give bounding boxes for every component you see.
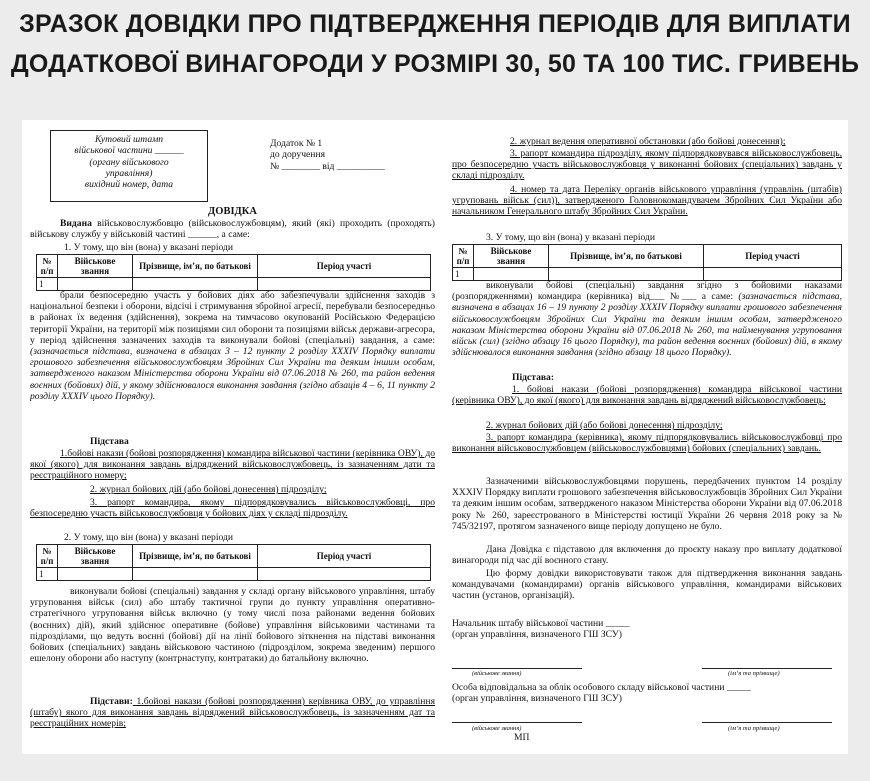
section-3-text xyxy=(452,280,842,358)
header-name: Прізвище, ім’я, по батькові xyxy=(133,545,258,568)
header-name: Прізвище, ім’я, по батькові xyxy=(549,245,704,268)
document-title: ДОВІДКА xyxy=(208,206,257,217)
form-usage-note: Цю форму довідки використовувати також для підтвердження виконання завдань командувачами (командирами) органів військового управління, командирами військових частин (установ, організацій). xyxy=(452,568,842,602)
signature-line-rank-1 xyxy=(452,668,582,669)
signature-line-name-2 xyxy=(702,722,832,723)
addendum-line: Додаток № 1 xyxy=(270,138,323,149)
signature-line-rank-2 xyxy=(452,722,582,723)
addendum-note xyxy=(270,138,385,172)
addendum-line: № ________ від __________ xyxy=(270,160,385,172)
grounds-heading: Підстава xyxy=(90,436,129,447)
right-column xyxy=(452,120,842,754)
empty-cell xyxy=(474,268,549,281)
row-num: 1 xyxy=(37,278,58,291)
row-num: 1 xyxy=(453,268,474,281)
empty-cell xyxy=(549,268,704,281)
stamp-line: вихідний номер, дата xyxy=(84,179,174,191)
name-caption-1: (ім’я та прізвище) xyxy=(728,670,780,677)
empty-cell xyxy=(133,278,258,291)
rank-caption-2: (військове звання) xyxy=(472,725,522,732)
stamp-line: (органу військового xyxy=(89,156,169,168)
stamp-line: військової частини ______ xyxy=(74,145,184,157)
banner-title-line-1: ЗРАЗОК ДОВІДКИ ПРО ПІДТВЕРДЖЕННЯ ПЕРІОДІВ ДЛЯ ВИПЛАТИ xyxy=(19,10,851,38)
header-num: № п/п xyxy=(453,245,474,268)
section-1-note: (зазначається підстава, визначена в абзацах 3 – 12 пункту 2 розділу XXXIV Порядку виплати грошового забезпечення військовослужбовцям Збройних Сил України та деяким іншим особам, затвердженого наказом Міністерства оборони України від 07.06.2018 № 260, та район ведення воєнних (бойових) дій, у якому здійснювалося виконання завдання (згідно абзаців 4 – 6, 11 пункту 2 розділу XXXIV цього Порядку). xyxy=(30,346,435,402)
grounds-heading-2: Підстава: xyxy=(512,372,555,383)
section-3-ground-2: 2. журнал бойових дій (або бойові донесення) підрозділу; xyxy=(486,420,723,431)
empty-cell xyxy=(58,278,133,291)
corner-stamp-box xyxy=(50,130,208,202)
violations-note: Зазначеними військовослужбовцями порушень, передбачених пунктом 14 розділу XXXIV Порядку виплати грошового забезпечення військовослужбовців Збройних Сил України та деяким іншим особам, затвердженого наказом Міністерства оборони України від 07.06.2018 року № 260, зареєстрованого в Міністерстві юстиції України 26 червня 2018 року за № 745/32197, протягом зазначеного вище періоду допущено не було. xyxy=(452,476,842,532)
section-2-ground-1: 1.бойові накази (бойові розпорядження) керівника ОВУ, до управління (штабу) якого для виконання завдань відряджений військовослужбовець, із зазначенням дат та реєстраційних номерів; xyxy=(30,696,435,730)
row-num: 1 xyxy=(37,568,58,581)
rank-caption-1: (військове звання) xyxy=(472,670,522,677)
chief-of-staff-label: Начальник штабу військової частини _____ xyxy=(452,618,630,629)
empty-cell xyxy=(58,568,133,581)
section-2-grounds xyxy=(30,696,435,730)
section-1-ground-2: 2. журнал бойових дій (або бойові донесення) підрозділу; xyxy=(90,484,327,495)
signature-block-1 xyxy=(452,618,842,640)
section-2-ground-2: 2. журнал ведення оперативної обстановки (або бойові донесення); xyxy=(510,136,786,147)
section-3-ground-1: 1. бойові накази (бойові розпорядження) командира військової частини (керівника ОВУ), до якої (якого) для виконання завдань відряджений військовослужбовець; xyxy=(452,384,842,407)
certificate-purpose-note: Дана Довідка є підставою для включення до проєкту наказу про виплату додаткової винагороди під час дії воєнного стану. xyxy=(452,544,842,567)
header-name: Прізвище, ім’я, по батькові xyxy=(133,255,258,278)
empty-cell xyxy=(704,268,842,281)
section-2-heading: 2. У тому, що він (вона) у вказані періоди xyxy=(64,532,234,543)
header-rank: Військове звання xyxy=(474,245,549,268)
header-period: Період участі xyxy=(704,245,842,268)
empty-cell xyxy=(133,568,258,581)
left-column xyxy=(30,120,435,754)
issued-paragraph xyxy=(30,218,435,240)
header-rank: Військове звання xyxy=(58,255,133,278)
signature-block-2 xyxy=(452,682,842,704)
addendum-line: до доручення xyxy=(270,149,325,161)
authority-label: (орган управління, визначеного ГШ ЗСУ) xyxy=(452,629,622,641)
section-1-text xyxy=(30,290,435,402)
section-1-body: брали безпосередню участь у бойових діях або забезпечували здійснення заходів з національної безпеки і оборони, відсічі і стримування збройної агресії, перебували безпосередньо в районах їх ведення (здійснення), зокрема на тимчасово окупованій Російською Федерацією території України, на території між позиціями сил оборони та позиціями військ держави-агресора, у період здійснення зазначених заходів та виконували бойові (спеціальні) завдання, а саме: xyxy=(30,290,435,346)
section-3-body: виконували бойові (спеціальні) завдання згідно з бойовими наказами (розпорядженнями) командира (керівника) від___ №___ а саме: xyxy=(452,280,842,303)
personnel-table-1 xyxy=(36,254,431,291)
stamp-line: Кутовий штамп xyxy=(94,134,164,145)
document-scan xyxy=(22,120,848,754)
stamp-place-label: МП xyxy=(514,732,530,743)
section-2-text: виконували бойові (спеціальні) завдання у складі органу військового управління, штабу угруповання військ (сил) або штабу тактичної групи до пункту управління оперативно-стратегічного угруповання військ включно (у тому числі поза районами ведення бойових (воєнних) дій), який здійснює оперативне (бойове) управління військовими частинами та підрозділами, що ведуть воєнні (бойові) дії на лінії бойового зіткнення на підставі виконання бойових (спеціальних) завдань військовою частиною (підрозділом, зокрема зведеним) першого ешелону оборони або наступу (контрнаступу, контратаки) до батальйону включно. xyxy=(30,586,435,665)
header-num: № п/п xyxy=(37,545,58,568)
name-caption-2: (ім’я та прізвище) xyxy=(728,725,780,732)
issued-label: Видана xyxy=(60,218,92,229)
empty-cell xyxy=(258,278,431,291)
personnel-table-3 xyxy=(452,244,842,281)
section-3-heading: 3. У тому, що він (вона) у вказані періоди xyxy=(486,232,656,243)
section-2-ground-4: 4. номер та дата Переліку органів військового управління (управлінь (штабів) угруповань військ (сил)), затвердженого Головнокомандувачем Збройних Сил України або начальником Генерального штабу Збройних Сил України. xyxy=(452,184,842,218)
header-rank: Військове звання xyxy=(58,545,133,568)
title-banner xyxy=(0,0,870,118)
empty-cell xyxy=(258,568,431,581)
header-period: Період участі xyxy=(258,255,431,278)
banner-title-line-2: ДОДАТКОВОЇ ВИНАГОРОДИ У РОЗМІРІ 30, 50 ТА 100 ТИС. ГРИВЕНЬ xyxy=(10,50,860,78)
section-1-ground-1: 1.бойові накази (бойові розпорядження) командира військової частини (керівника ОВУ), до якої (якого) для виконання завдань відряджений військовослужбовець, із зазначенням дати та реєстраційного номеру; xyxy=(30,448,435,482)
signature-line-name-1 xyxy=(702,668,832,669)
grounds-label: Підстави: xyxy=(90,696,133,707)
header-period: Період участі xyxy=(258,545,431,568)
issued-text: військовослужбовцю (військовослужбовцям), який (які) проходить (проходять) військову службу у військовій частині ______, а саме: xyxy=(30,218,435,241)
stamp-line: управління) xyxy=(105,167,153,179)
section-2-ground-3: 3. рапорт командира підрозділу, якому підпорядковувався військовослужбовець, про безпосередню участь військовослужбовця у виконанні бойових (спеціальних) завдань у складі підрозділу. xyxy=(452,148,842,182)
header-num: № п/п xyxy=(37,255,58,278)
section-1-ground-3: 3. рапорт командира, якому підпорядковувались військовослужбовці, про безпосередню участь військовослужбовця у бойових діях у складі підрозділу. xyxy=(30,497,435,520)
authority-label: (орган управління, визначеного ГШ ЗСУ) xyxy=(452,693,622,705)
section-3-note: (зазначається підстава, визначена в абзацах 16 – 19 пункту 2 розділу XXXIV Порядку виплати грошового забезпечення військовослужбовцям Збройних Сил України та деяким іншим особам, затвердженого наказом Міністерства оборони України від 07.06.2018 № 260, та найменування угруповання військ (сил) (згідно абзацу 16 цього Порядку), та район ведення воєнних (бойових) дій, в якому здійснювалося виконання завдання (згідно абзацу 18 цього Порядку). xyxy=(452,291,842,359)
section-3-ground-3: 3. рапорт командира (керівника), якому підпорядковувались військовослужбовці про виконання військовослужбовцем (військовослужбовцями) бойових (спеціальних) завдань. xyxy=(452,432,842,455)
personnel-table-2 xyxy=(36,544,431,581)
section-1-heading: 1. У тому, що він (вона) у вказані періоди xyxy=(64,242,234,253)
personnel-officer-label: Особа відповідальна за облік особового складу військової частини _____ xyxy=(452,682,751,693)
